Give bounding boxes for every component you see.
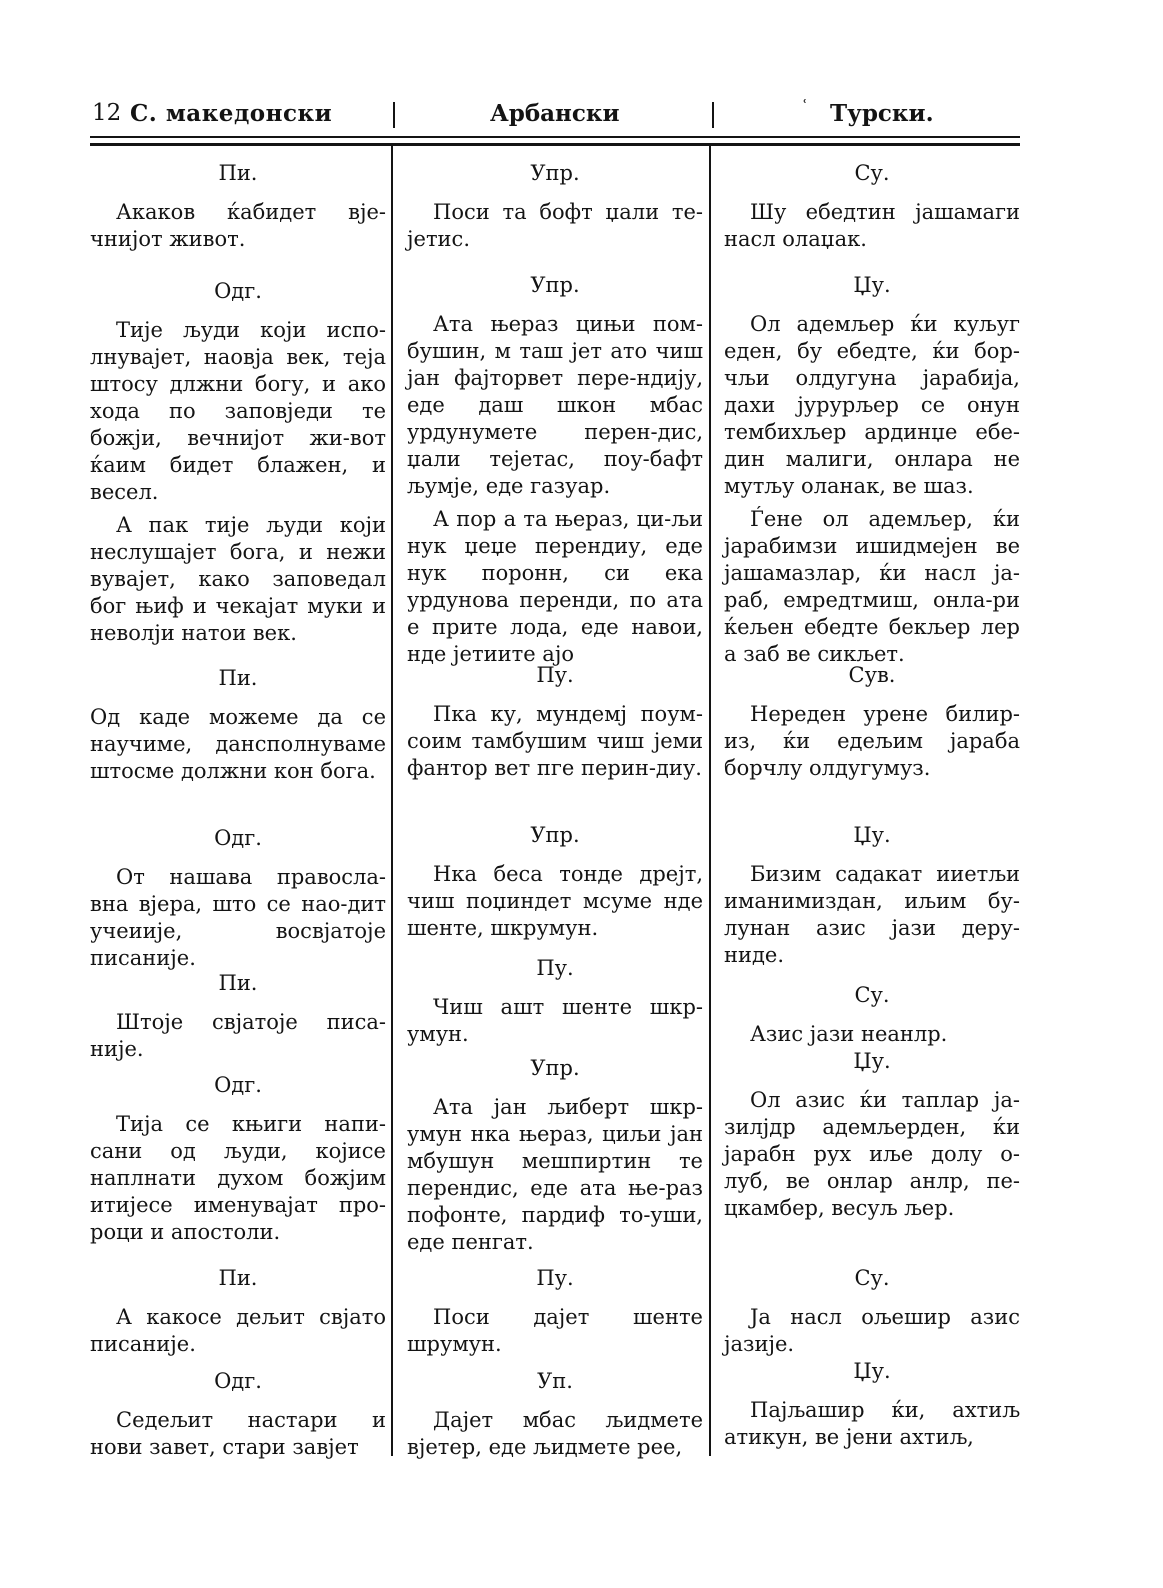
speaker-label: Су. xyxy=(854,1266,890,1290)
dialogue-text: Азис јази неанлр. xyxy=(750,1022,948,1046)
dialogue-block xyxy=(724,160,1020,253)
header-mark: ʿ xyxy=(802,98,808,114)
dialogue-block xyxy=(724,272,1020,668)
dialogue-text: Бизим садакат ииетљи иманимиздан, иљим бу-лунан азис јази деру-ниде. xyxy=(724,862,1020,967)
dialogue-block xyxy=(90,1265,386,1358)
speaker-label: Уп. xyxy=(537,1369,573,1393)
dialogue-text: Ја насл ољешир азис јазије. xyxy=(724,1305,1020,1356)
speaker-label: Упр. xyxy=(530,823,580,847)
dialogue-text: От нашава правосла-вна вјера, што се нао-дит учеиије, восвјатоје писаније. xyxy=(90,865,386,970)
dialogue-block xyxy=(407,1368,703,1461)
dialogue-block xyxy=(90,1368,386,1461)
dialogue-block xyxy=(724,982,1020,1048)
dialogue-text: Поси та бофт џали те-јетис. xyxy=(407,200,703,251)
dialogue-text: Нереден урене билир-из, ќи едељим јараба борчлу олдугумуз. xyxy=(724,702,1020,780)
dialogue-block xyxy=(724,822,1020,969)
dialogue-block xyxy=(407,662,703,782)
speaker-label: Одг. xyxy=(214,279,262,303)
dialogue-block xyxy=(90,160,386,253)
dialogue-text: Ол азис ќи таплар ја-зилјдр адемљерден, ќи јарабн рух иље долу о-луб, ве онлар анлр, пе-цкамбер, весуљ љер. xyxy=(724,1088,1020,1220)
dialogue-block xyxy=(407,955,703,1048)
dialogue-text: Дајет мбас љидмете вјетер, еде љидмете рее, xyxy=(407,1408,703,1459)
dialogue-text: Седељит настари и нови завет, стари завјет xyxy=(90,1408,386,1459)
speaker-label: Одг. xyxy=(214,1369,262,1393)
speaker-label: Пи. xyxy=(218,971,258,995)
page-number: 12 xyxy=(92,100,122,126)
dialogue-block xyxy=(90,665,386,785)
header-separator xyxy=(393,102,395,128)
dialogue-text: Тија се књиги напи-сани од људи, којисе наплнати духом божјим итијесе именувајат про-роци и апостоли. xyxy=(90,1112,386,1244)
column-divider xyxy=(391,146,393,1456)
dialogue-text: Од каде можеме да се научиме, дансполнуваме штосме должни кон бога. xyxy=(90,705,386,783)
dialogue-block xyxy=(407,822,703,942)
header-rule-thick xyxy=(90,143,1020,146)
speaker-label: Су. xyxy=(854,161,890,185)
dialogue-text: А какосе дељит свјато писаније. xyxy=(90,1305,386,1356)
dialogue-block xyxy=(407,1265,703,1358)
dialogue-block xyxy=(724,1048,1020,1222)
speaker-label: Упр. xyxy=(530,161,580,185)
dialogue-text: Ата јан љиберт шкр-умун нка њераз, циљи јан мбушун мешпиртин те перендис, еде ата ње-раз пофонте, пардиф то-уши, еде пенгат. xyxy=(407,1095,703,1254)
speaker-label: Пи. xyxy=(218,666,258,690)
dialogue-text: Ата њераз цињи пом-бушин, м таш јет ато чиш јан фајторвет пере-ндију, еде даш шкон мбас урдунумете перен-дис, џали тејетас, поу-бафт љумје, еде газуар. xyxy=(407,312,703,498)
speaker-label: Пи. xyxy=(218,1266,258,1290)
speaker-label: Пу. xyxy=(536,956,574,980)
dialogue-text: Штоје свјатоје писа-није. xyxy=(90,1010,386,1061)
page-header xyxy=(90,96,1020,132)
dialogue-block xyxy=(724,1358,1020,1451)
dialogue-text: Пајљашир ќи, ахтиљ атикун, ве јени ахтиљ, xyxy=(724,1398,1020,1449)
dialogue-text: Поси дајет шенте шрумун. xyxy=(407,1305,703,1356)
dialogue-block xyxy=(724,662,1020,782)
column-divider xyxy=(709,146,711,1456)
column-title-macedonian: С. македонски xyxy=(130,100,333,127)
header-rule xyxy=(90,136,1020,138)
dialogue-text: А пор а та њераз, ци-љи нук џеџе перендиу, еде нук поронн, си ека урдунова перенди, по ата е прите лода, еде навои, нде јетиите ајо xyxy=(407,507,703,666)
dialogue-block xyxy=(407,1055,703,1256)
dialogue-text: Пка ку, мундемј поум-соим тамбушим чиш јеми фантор вет пге перин-диу. xyxy=(407,702,703,780)
dialogue-block xyxy=(407,272,703,668)
header-separator xyxy=(712,102,714,128)
speaker-label: Упр. xyxy=(530,1056,580,1080)
dialogue-text: А пак тије људи који неслушајет бога, и нежи вувајет, како заповедал бог њиф и чекајат муки и неволји натои век. xyxy=(90,513,386,645)
speaker-label: Одг. xyxy=(214,826,262,850)
dialogue-text: Акаков ќабидет вје-чнијот живот. xyxy=(90,200,386,251)
dialogue-text: Шу ебедтин јашамаги насл олаџак. xyxy=(724,200,1020,251)
speaker-label: Џу. xyxy=(853,273,891,297)
dialogue-text: Нка беса тонде дрејт, чиш поџиндет мсуме нде шенте, шкрумун. xyxy=(407,862,703,940)
dialogue-block xyxy=(90,970,386,1063)
dialogue-block xyxy=(90,278,386,647)
speaker-label: Џу. xyxy=(853,823,891,847)
dialogue-block xyxy=(90,825,386,972)
speaker-label: Упр. xyxy=(530,273,580,297)
dialogue-text: Ѓене ол адемљер, ќи јарабимзи ишидмејен ве јашамазлар, ќи насл ја-раб, емредтмиш, онла-ри ќељен ебедте бекљер лер а заб ве сикљет. xyxy=(724,507,1020,666)
speaker-label: Пи. xyxy=(218,161,258,185)
speaker-label: Џу. xyxy=(853,1359,891,1383)
speaker-label: Сув. xyxy=(848,663,896,687)
speaker-label: Одг. xyxy=(214,1073,262,1097)
column-title-turkish: Турски. xyxy=(830,100,934,127)
speaker-label: Су. xyxy=(854,983,890,1007)
speaker-label: Пу. xyxy=(536,1266,574,1290)
dialogue-block xyxy=(407,160,703,253)
dialogue-block xyxy=(90,1072,386,1246)
dialogue-text: Тије људи који испо-лнувајет, наовја век, теја штосу длжни богу, и ако хода по заповједи те божји, вечнијот жи-вот ќаим бидет блажен, и весел. xyxy=(90,318,386,504)
speaker-label: Пу. xyxy=(536,663,574,687)
dialogue-block xyxy=(724,1265,1020,1358)
dialogue-text: Ол адемљер ќи куљуг еден, бу ебедте, ќи бор-чљи олдугуна јарабија, дахи јурурљер се онун тембихљер ардинџе ебе-дин малиги, онлара не мутљу оланак, ве шаз. xyxy=(724,312,1020,498)
column-title-albanian: Арбански xyxy=(490,100,620,127)
dialogue-text: Чиш ашт шенте шкр-умун. xyxy=(407,995,703,1046)
speaker-label: Џу. xyxy=(853,1049,891,1073)
